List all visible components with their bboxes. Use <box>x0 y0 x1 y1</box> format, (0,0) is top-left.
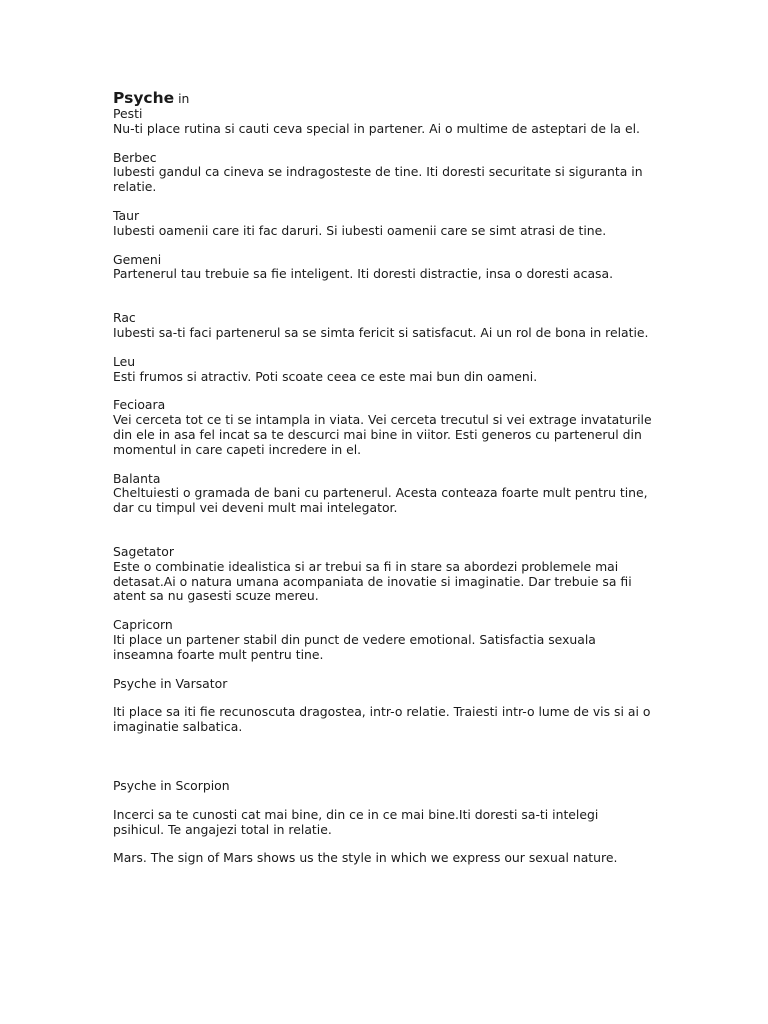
section-berbec <box>113 151 653 195</box>
section-body: Iubesti oamenii care iti fac daruri. Si iubesti oamenii care se simt atrasi de tine. <box>113 222 607 238</box>
title-main: Psyche <box>113 89 175 107</box>
section-leu <box>113 355 653 385</box>
section-body: Este o combinatie idealistica si ar trebui sa fi in stare sa abordezi problemele mai detasat.Ai o natura umana acompaniata de inovatie si imaginatie. Dar trebuie sa fii atent sa nu gasesti scuze mereu. <box>113 558 632 604</box>
section-heading: Fecioara <box>113 397 166 413</box>
section-heading: Psyche in Scorpion <box>113 777 230 793</box>
section-varsator <box>113 677 653 735</box>
section-body: Esti frumos si atractiv. Poti scoate ceea ce este mai bun din oameni. <box>113 368 538 384</box>
section-heading: Berbec <box>113 149 157 165</box>
document-title <box>113 89 653 108</box>
section-body: Vei cerceta tot ce ti se intampla in viata. Vei cerceta trecutul si vei extrage invataturile din ele in asa fel incat sa te descurci mai bine in viitor. Esti generos cu partenerul din momentul in care capeti incredere in el. <box>113 412 652 457</box>
section-body: Iti place un partener stabil din punct de vedere emotional. Satisfactia sexuala inseamna foarte mult pentru tine. <box>113 631 596 662</box>
section-heading: Leu <box>113 353 136 369</box>
section-body: Iubesti gandul ca cineva se indragosteste de tine. Iti doresti securitate si siguranta in relatie. <box>113 164 643 195</box>
section-heading: Rac <box>113 310 136 326</box>
mars-paragraph <box>113 851 653 866</box>
section-heading: Psyche in Varsator <box>113 675 228 691</box>
section-gemeni <box>113 253 653 283</box>
section-sagetator <box>113 545 653 604</box>
section-body: Iti place sa iti fie recunoscuta dragostea, intr-o relatie. Traiesti intr-o lume de vis si ai o imaginatie salbatica. <box>113 704 651 735</box>
section-body: Partenerul tau trebuie sa fie inteligent. Iti doresti distractie, insa o doresti acasa. <box>113 266 614 282</box>
section-heading: Balanta <box>113 470 161 486</box>
title-suffix: in <box>178 91 190 106</box>
section-heading: Gemeni <box>113 251 162 267</box>
section-heading: Sagetator <box>113 543 174 559</box>
document-body <box>113 89 653 866</box>
section-scorpion <box>113 779 653 837</box>
mars-text: Mars. The sign of Mars shows us the style in which we express our sexual nature. <box>113 850 618 866</box>
section-body: Nu-ti place rutina si cauti ceva special in partener. Ai o multime de asteptari de la el. <box>113 120 640 136</box>
section-fecioara <box>113 398 653 457</box>
section-body: Iubesti sa-ti faci partenerul sa se simta fericit si satisfacut. Ai un rol de bona in relatie. <box>113 324 649 340</box>
section-capricorn <box>113 618 653 662</box>
section-pesti <box>113 107 653 137</box>
section-heading: Capricorn <box>113 617 173 633</box>
section-balanta <box>113 472 653 516</box>
section-rac <box>113 311 653 341</box>
section-heading: Taur <box>113 207 140 223</box>
section-body: Cheltuiesti o gramada de bani cu partenerul. Acesta conteaza foarte mult pentru tine, dar cu timpul vei deveni mult mai intelegator. <box>113 485 648 516</box>
section-body: Incerci sa te cunosti cat mai bine, din ce in ce mai bine.Iti doresti sa-ti intelegi psihicul. Te angajezi total in relatie. <box>113 806 599 837</box>
section-taur <box>113 209 653 239</box>
section-heading: Pesti <box>113 106 143 121</box>
